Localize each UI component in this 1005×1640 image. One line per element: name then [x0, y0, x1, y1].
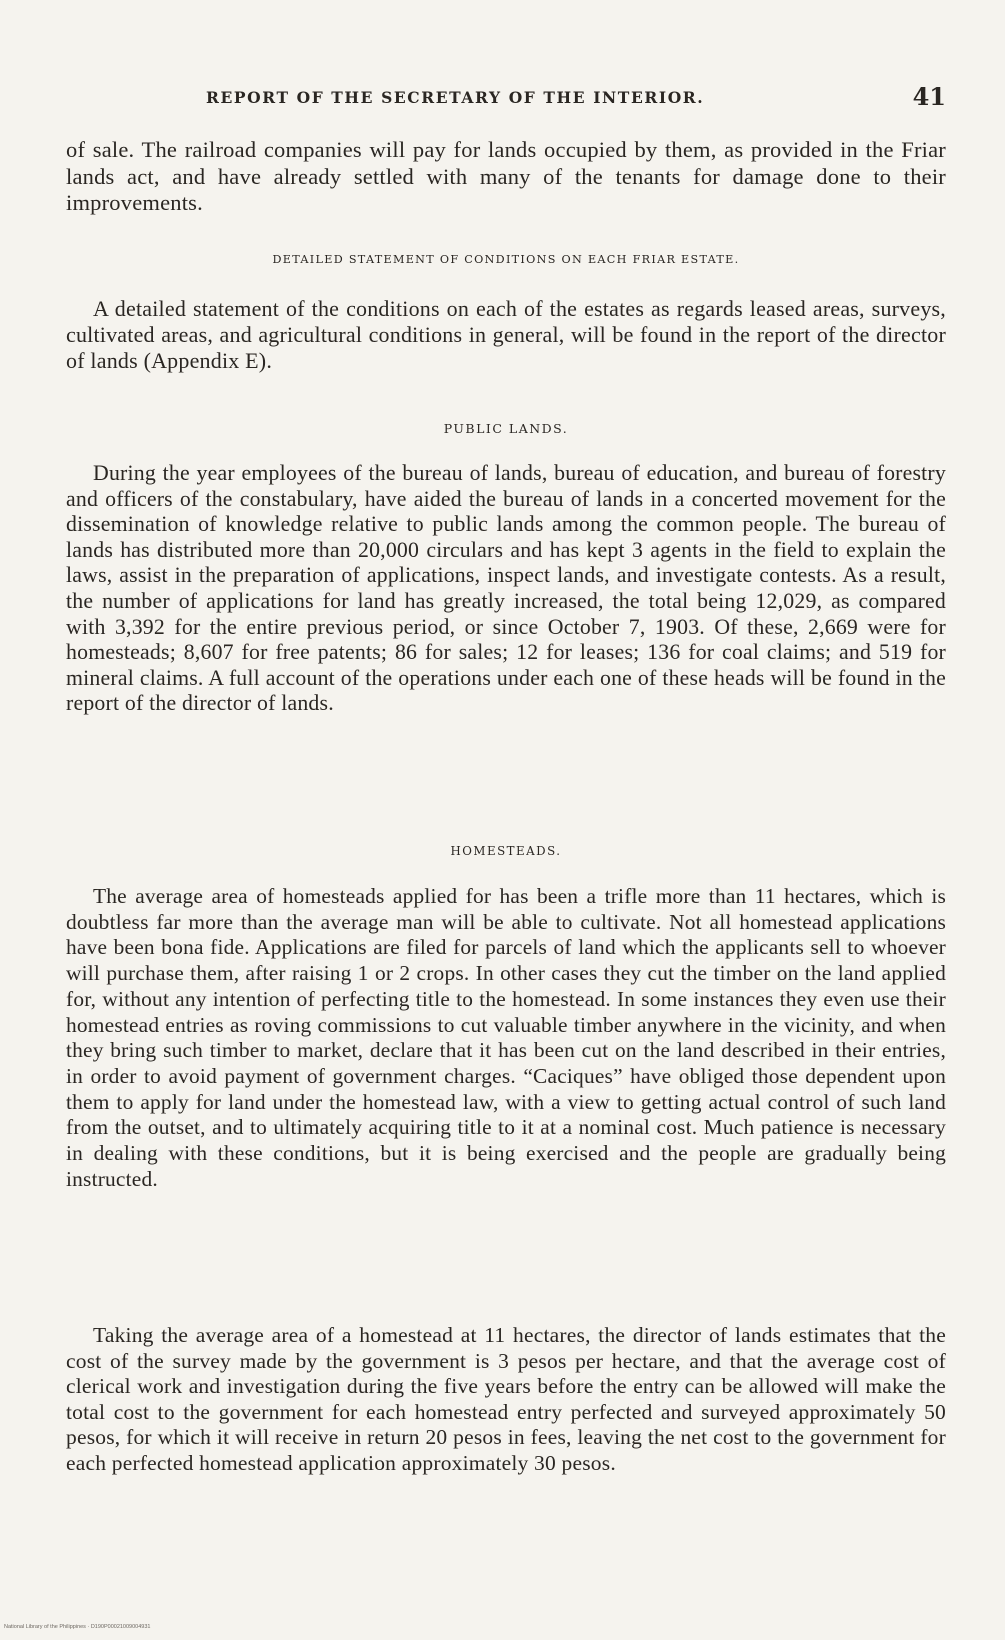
paragraph-homestead-cost: Taking the average area of a homestead at 11 hectares, the director of lands estimates that the cost of the survey made by the government is 3 pesos per hectare, and that the average cost of clerical work and investigation during the five years before the entry can be allowed will make the total cost to the government for each homestead entry perfected and surveyed approximately 50 pesos, for which it will receive in return 20 pesos in fees, leaving the net cost to the government for each perfected homestead application approximately 30 pesos.	[66, 1323, 946, 1475]
scan-footer-tag: National Library of the Philippines · D190P00021009004931	[4, 1624, 151, 1630]
section-heading-homesteads: HOMESTEADS.	[450, 844, 562, 858]
running-header	[66, 82, 946, 112]
running-title: REPORT OF THE SECRETARY OF THE INTERIOR.	[206, 88, 705, 107]
paragraph-public-lands: During the year employees of the bureau of lands, bureau of education, and bureau of forestry and officers of the constabulary, have aided the bureau of lands in a concerted movement for the dissemination of knowledge relative to public lands among the common people. The bureau of lands has distributed more than 20,000 circulars and has kept 3 agents in the field to explain the laws, assist in the preparation of applications, inspect lands, and investigate contests. As a result, the number of applications for land has greatly increased, the total being 12,029, as compared with 3,392 for the entire previous period, or since October 7, 1903. Of these, 2,669 were for homesteads; 8,607 for free patents; 86 for sales; 12 for leases; 136 for coal claims; and 519 for mineral claims. A full account of the operations under each one of these heads will be found in the report of the director of lands.	[66, 461, 946, 716]
page-number: 41	[912, 82, 946, 111]
paragraph-railroad-companies: of sale. The railroad companies will pay for lands occupied by them, as provided in the Friar lands act, and have already settled with many of the tenants for damage done to their improvements.	[66, 137, 946, 216]
section-heading-friar-estate: DETAILED STATEMENT OF CONDITIONS ON EACH FRIAR ESTATE.	[272, 253, 740, 266]
paragraph-homesteads-area: The average area of homesteads applied for has been a trifle more than 11 hectares, which is doubtless far more than the average man will be able to cultivate. Not all homestead applications have been bona fide. Applications are filed for parcels of land which the applicants sell to whoever will purchase them, after raising 1 or 2 crops. In other cases they cut the timber on the land applied for, without any intention of perfecting title to the homestead. In some instances they even use their homestead entries as roving commissions to cut valuable timber anywhere in the vicinity, and when they bring such timber to market, declare that it has been cut on the land described in their entries, in order to avoid payment of government charges. “Caciques” have obliged those dependent upon them to apply for land under the homestead law, with a view to getting actual control of such land from the outset, and to ultimately acquiring title to it at a nominal cost. Much patience is necessary in dealing with these conditions, but it is being exercised and the people are gradually being instructed.	[66, 884, 946, 1191]
paragraph-detailed-statement: A detailed statement of the conditions on each of the estates as regards leased areas, surveys, cultivated areas, and agricultural conditions in general, will be found in the report of the director of lands (Appendix E).	[66, 296, 946, 373]
section-heading-public-lands: PUBLIC LANDS.	[443, 421, 569, 436]
